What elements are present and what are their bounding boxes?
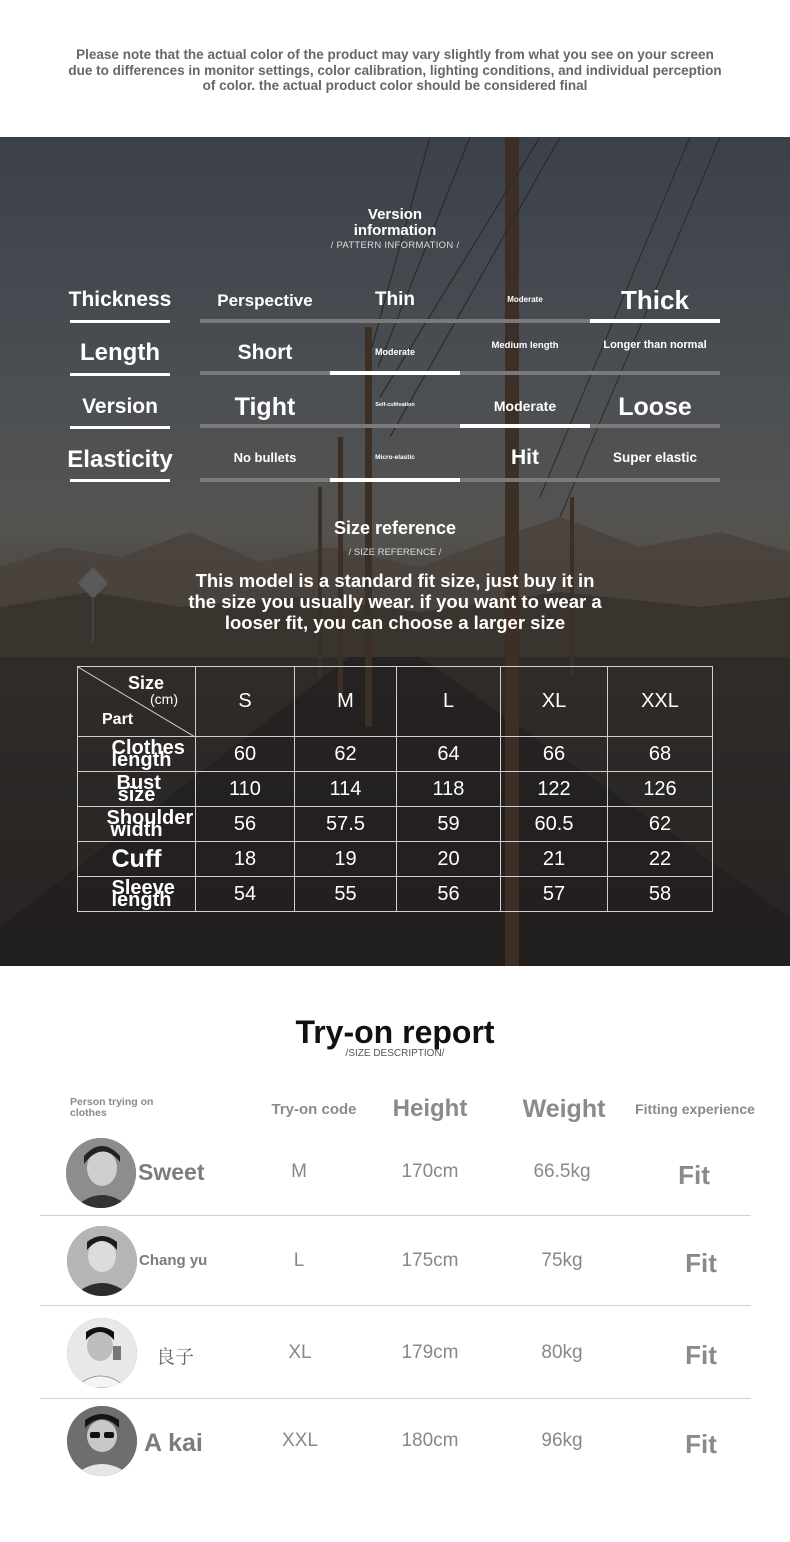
value-cell: 68 (608, 737, 713, 772)
corner-size-label: Size (128, 673, 165, 693)
size-reference-subtitle: / SIZE REFERENCE / (348, 547, 442, 558)
part-label: Sleeve length (111, 877, 175, 911)
size-reference-title: Size reference (333, 518, 457, 538)
value-cell: 58 (608, 877, 713, 912)
part-cell (78, 877, 196, 912)
part-cell (78, 737, 196, 772)
value-cell: 118 (397, 772, 501, 807)
weight-value: 75kg (541, 1250, 583, 1271)
weight-value: 80kg (541, 1342, 583, 1363)
disclaimer-line: Please note that the actual color of the product may vary slightly from what you see on your screen (76, 47, 714, 62)
value-cell: 56 (397, 877, 501, 912)
row-label-thickness: Thickness (68, 288, 172, 311)
avatar (67, 1318, 137, 1388)
person-photo (67, 1406, 137, 1476)
avatar (66, 1138, 136, 1208)
header-person: Person trying on clothes (70, 1096, 154, 1119)
fit-value: Fit (678, 1160, 710, 1190)
value-cell: 57 (501, 877, 608, 912)
advice-line: the size you usually wear. if you want to wear a (188, 591, 602, 612)
person-photo (66, 1138, 136, 1208)
size-header-row (78, 667, 713, 737)
option: Perspective (217, 291, 313, 310)
value-cell: 21 (501, 842, 608, 877)
value-cell: 18 (196, 842, 295, 877)
person-photo (67, 1226, 137, 1296)
try-on-code-value: M (291, 1161, 307, 1182)
option: Hit (511, 446, 539, 469)
option: Longer than normal (603, 339, 707, 351)
row-divider (40, 1215, 751, 1216)
row-label-length: Length (80, 339, 160, 366)
value-cell: 122 (501, 772, 608, 807)
option-track (200, 371, 720, 375)
corner-unit-label: (cm) (150, 691, 178, 707)
value-cell: 62 (295, 737, 397, 772)
option: Moderate (507, 295, 543, 304)
label-underline (70, 426, 170, 429)
size-header-cell: XXL (608, 667, 713, 737)
size-table-row (78, 807, 713, 842)
value-cell: 54 (196, 877, 295, 912)
size-table-row (78, 842, 713, 877)
value-cell: 60 (196, 737, 295, 772)
version-info-title (320, 207, 470, 239)
option: Super elastic (612, 450, 698, 465)
try-on-report-title: Try-on report (295, 1014, 495, 1050)
size-header-cell: M (295, 667, 397, 737)
option-selected: Moderate (374, 347, 415, 357)
value-cell: 110 (196, 772, 295, 807)
try-on-code-value: XXL (282, 1430, 318, 1451)
fit-value: Fit (685, 1248, 717, 1278)
avatar (67, 1226, 137, 1296)
value-cell: 20 (397, 842, 501, 877)
row-label-elasticity: Elasticity (67, 446, 173, 473)
value-cell: 66 (501, 737, 608, 772)
person-name: Chang yu (139, 1252, 208, 1269)
avatar (67, 1406, 137, 1476)
value-cell: 57.5 (295, 807, 397, 842)
value-cell: 114 (295, 772, 397, 807)
value-cell: 55 (295, 877, 397, 912)
color-disclaimer (10, 47, 780, 94)
size-header-cell: S (196, 667, 295, 737)
size-table-row (78, 737, 713, 772)
label-underline (70, 373, 170, 376)
try-on-report-subtitle: /SIZE DESCRIPTION/ (345, 1048, 445, 1059)
option: No bullets (233, 450, 297, 465)
advice-line: This model is a standard fit size, just buy it in (195, 570, 595, 591)
option: Loose (618, 393, 692, 421)
value-cell: 126 (608, 772, 713, 807)
value-cell: 22 (608, 842, 713, 877)
size-header-cell: L (397, 667, 501, 737)
value-cell: 59 (397, 807, 501, 842)
size-part-corner-cell (78, 667, 196, 737)
part-cell (78, 807, 196, 842)
value-cell: 60.5 (501, 807, 608, 842)
height-value: 170cm (401, 1161, 459, 1182)
selected-indicator (330, 371, 460, 375)
try-on-code-value: XL (288, 1342, 312, 1363)
option-selected: Moderate (493, 398, 557, 414)
part-label: Clothes length (111, 737, 185, 771)
header-weight: Weight (522, 1095, 606, 1123)
option: Tight (234, 393, 296, 421)
selected-indicator (590, 319, 720, 323)
height-value: 175cm (401, 1250, 459, 1271)
version-info-subtitle: / PATTERN INFORMATION / (330, 240, 460, 251)
weight-value: 96kg (541, 1430, 583, 1451)
person-name: Sweet (138, 1159, 205, 1185)
size-chart-table (77, 666, 713, 912)
part-cell: Cuff (78, 842, 196, 877)
row-label-version: Version (82, 395, 158, 418)
size-advice-text (140, 570, 650, 633)
row-divider (40, 1305, 751, 1306)
title-line: information (353, 222, 437, 239)
person-photo (67, 1318, 137, 1388)
value-cell: 19 (295, 842, 397, 877)
option: Short (237, 341, 293, 364)
part-label: Shoulder width (106, 807, 194, 841)
option-track (200, 478, 720, 482)
option-selected: Thick (621, 285, 689, 315)
fit-value: Fit (685, 1429, 717, 1459)
part-label: Bust size (116, 772, 161, 806)
height-value: 180cm (401, 1430, 459, 1451)
part-cell (78, 772, 196, 807)
weight-value: 66.5kg (533, 1161, 591, 1182)
size-table-row (78, 877, 713, 912)
option: Thin (374, 289, 416, 310)
size-header-cell: XL (501, 667, 608, 737)
option: Self-cultivation (375, 402, 415, 408)
disclaimer-line: of color. the actual product color should be considered final (202, 78, 588, 93)
title-line: Version (367, 206, 423, 223)
header-try-on-code: Try-on code (271, 1101, 357, 1118)
label-underline (70, 320, 170, 323)
disclaimer-line: due to differences in monitor settings, color calibration, lighting conditions, and individual perception (68, 62, 722, 78)
person-name: A kai (144, 1429, 203, 1457)
size-table-row (78, 772, 713, 807)
selected-indicator (460, 424, 590, 428)
advice-line: looser fit, you can choose a larger size (224, 612, 566, 633)
row-divider (40, 1398, 751, 1399)
option: Medium length (491, 340, 559, 351)
corner-part-label: Part (102, 711, 134, 728)
size-info-panel (0, 137, 790, 966)
value-cell: 56 (196, 807, 295, 842)
fit-value: Fit (685, 1340, 717, 1370)
value-cell: 62 (608, 807, 713, 842)
header-fitting-experience: Fitting experience (635, 1101, 755, 1117)
label-underline (70, 479, 170, 482)
header-height: Height (392, 1095, 468, 1122)
height-value: 179cm (401, 1342, 459, 1363)
option-selected: Micro-elastic (375, 454, 415, 461)
selected-indicator (330, 478, 460, 482)
try-on-code-value: L (293, 1250, 305, 1271)
value-cell: 64 (397, 737, 501, 772)
person-name: 良子 (156, 1347, 195, 1368)
